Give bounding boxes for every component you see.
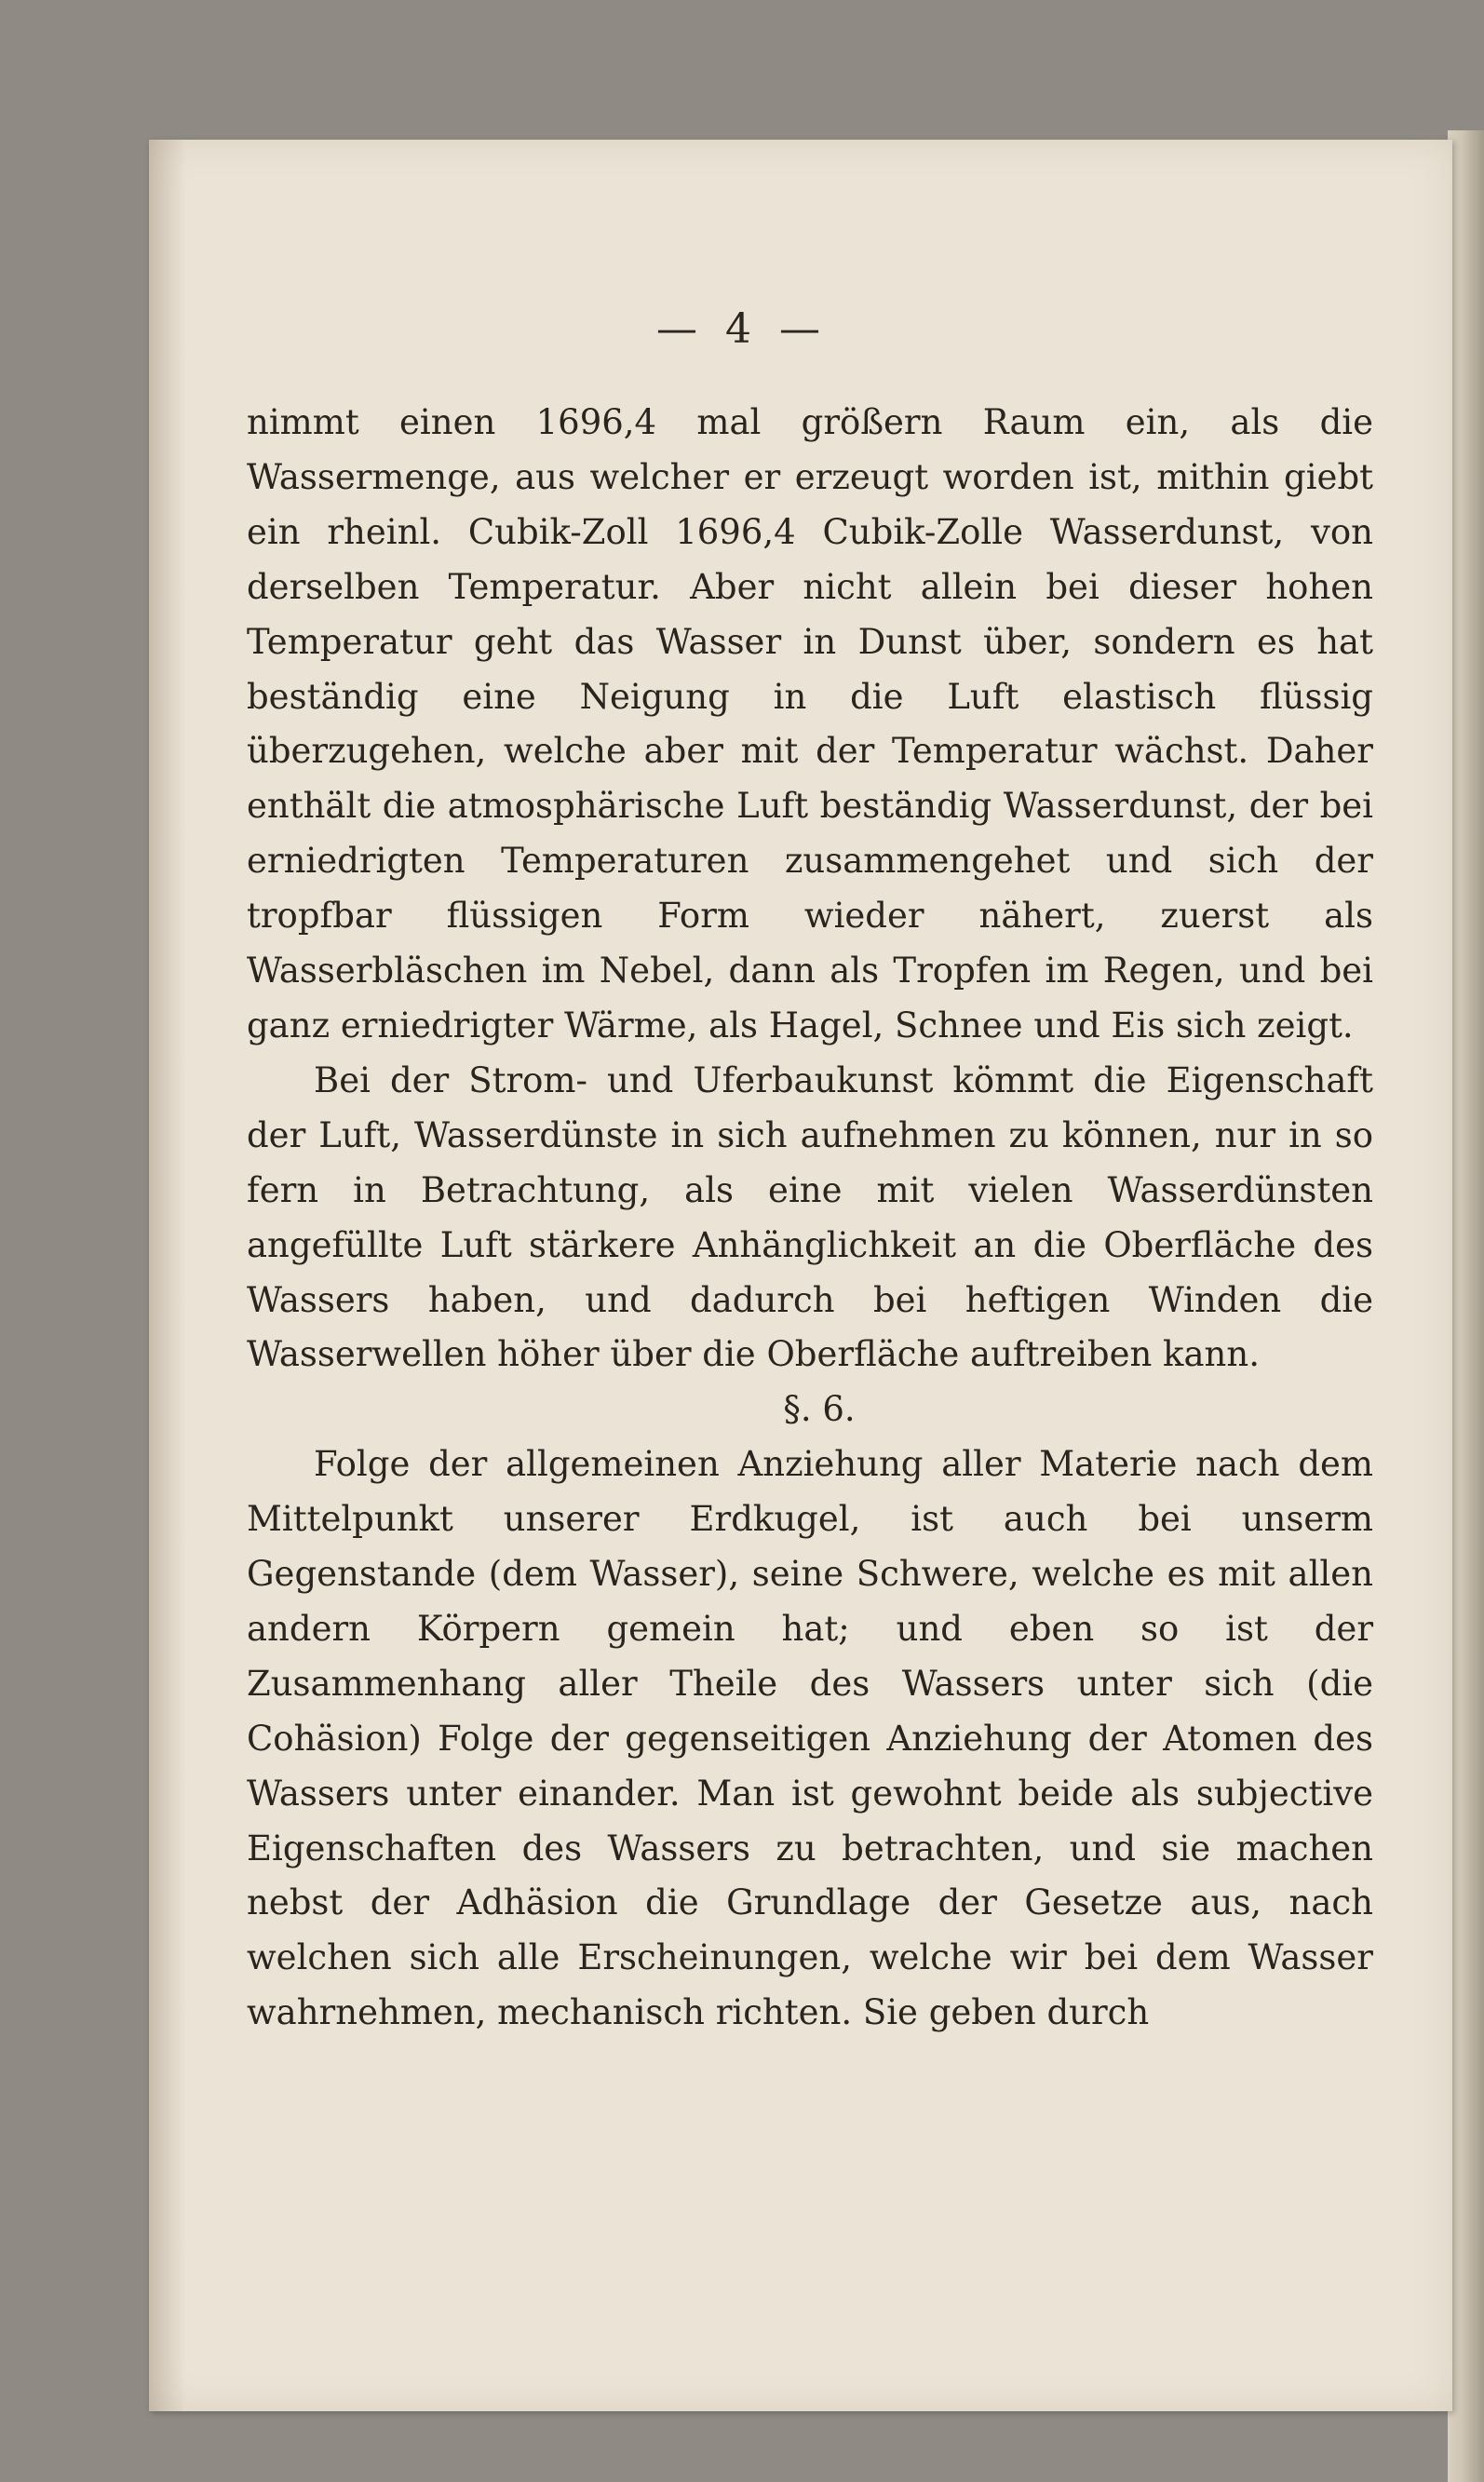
gutter-shadow — [149, 140, 186, 2411]
adjacent-page-edge — [1448, 130, 1484, 2482]
section-heading: §. 6. — [783, 1389, 856, 1430]
page-number: — 4 — — [656, 305, 828, 353]
section-paragraph: Folge der allgemeinen Anziehung aller Materie nach dem Mittelpunkt unserer Erdkugel, ist auch bei unserm Gegenstande (dem Wasser), seine Schwere, welche es mit allen andern Körpern gemein hat; und eben so ist der Zusammenhang aller Theile des Wassers unter sich (die Cohäsion) Folge der gegenseitigen Anziehung der Atomen des Wassers unter einander. Man ist gewohnt beide als subjective Eigenschaften des Wassers zu betrachten, und sie machen nebst der Adhäsion die Grundlage der Gesetze aus, nach welchen sich alle Erscheinungen, welche wir bei dem Wasser wahrnehmen, mechanisch richten. Sie geben durch — [247, 1444, 1373, 2033]
paragraph-continuation: nimmt einen 1696,4 mal größern Raum ein, als die Wassermenge, aus welcher er erzeugt worden ist, mithin giebt ein rheinl. Cubik-Zoll 1696,4 Cubik-Zolle Wasserdunst, von derselben Temperatur. Aber nicht allein bei dieser hohen Temperatur geht das Wasser in Dunst über, sondern es hat beständig eine Neigung in die Luft elastisch flüssig überzugehen, welche aber mit der Temperatur wächst. Daher enthält die atmosphärische Luft beständig Wasserdunst, der bei erniedrigten Temperaturen zusammengehet und sich der tropfbar flüssigen Form wieder nähert, zuerst als Wasserbläschen im Nebel, dann als Tropfen im Regen, und bei ganz erniedrigter Wärme, als Hagel, Schnee und Eis sich zeigt. — [247, 402, 1373, 1045]
paragraph-uferbaukunst: Bei der Strom- und Uferbaukunst kömmt die Eigenschaft der Luft, Wasserdünste in sich aufnehmen zu können, nur in so fern in Betrachtung, als eine mit vielen Wasserdünsten angefüllte Luft stärkere Anhänglichkeit an die Oberfläche des Wassers haben, und dadurch bei heftigen Winden die Wasserwellen höher über die Oberfläche auftreiben kann. — [247, 1059, 1373, 1375]
page-text — [247, 396, 1373, 2041]
